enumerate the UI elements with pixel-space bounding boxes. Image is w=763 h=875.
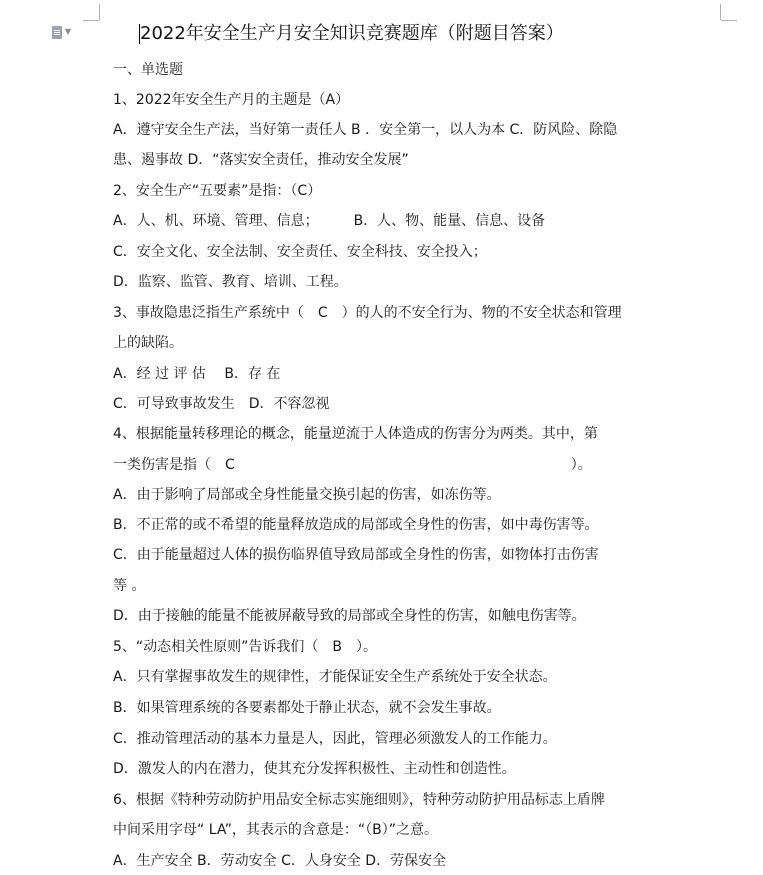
q5-option-a: A．只有掌握事故发生的规律性，才能保证安全生产系统处于安全状态。 <box>113 669 557 685</box>
chevron-down-icon: ▼ <box>65 27 72 36</box>
question-1: 1、2022年安全生产月的主题是（A） <box>113 92 350 108</box>
crop-mark-top-left-h <box>83 20 99 21</box>
q6-options: A．生产安全 B．劳动安全 C．人身安全 D．劳保安全 <box>113 853 447 869</box>
document-title-text: 2022年安全生产月安全知识竞赛题库（附题目答案） <box>140 23 564 44</box>
q4-option-c-cont: 等 。 <box>113 578 146 594</box>
question-2: 2、安全生产“五要素”是指：（C） <box>113 183 322 199</box>
question-6: 6、根据《特种劳动防护用品安全标志实施细则》，特种劳动防护用品标志上盾牌 <box>113 792 605 808</box>
q3-option-cd: C．可导致事故发生 D．不容忽视 <box>113 396 330 412</box>
q5-option-c: C．推动管理活动的基本力量是人，因此，管理必须激发人的工作能力。 <box>113 731 557 747</box>
question-4: 4、根据能量转移理论的概念，能量逆流于人体造成的伤害分为两类。其中，第 <box>113 426 598 442</box>
question-6-cont: 中间采用字母“ LA”，其表示的含意是：“（B）”之意。 <box>113 822 439 838</box>
q4-option-d: D．由于接触的能量不能被屏蔽导致的局部或全身性的伤害，如触电伤害等。 <box>113 608 586 624</box>
document-menu-button[interactable] <box>52 24 78 40</box>
document-title[interactable] <box>140 21 740 47</box>
q1-options: A．遵守安全生产法，当好第一责任人 B ．安全第一，以人为本 C．防风险、除隐 <box>113 122 618 138</box>
question-4-cont: 一类伤害是指（ C ）。 <box>113 457 592 473</box>
section-heading: 一、单选题 <box>113 62 183 78</box>
q3-option-ab: A．经 过 评 估 B．存 在 <box>113 366 281 382</box>
q2-option-ab: A．人、机、环境、管理、信息； B．人、物、能量、信息、设备 <box>113 213 546 229</box>
q5-option-d: D．激发人的内在潜力，使其充分发挥积极性、主动性和创造性。 <box>113 761 516 777</box>
q2-option-d: D．监察、监管、教育、培训、工程。 <box>113 274 348 290</box>
q4-option-a: A．由于影响了局部或全身性能量交换引起的伤害，如冻伤等。 <box>113 487 501 503</box>
q5-option-b: B．如果管理系统的各要素都处于静止状态，就不会发生事故。 <box>113 700 501 716</box>
crop-mark-top-left <box>99 4 100 20</box>
q1-options-cont: 患、遏事故 D．“落实安全责任，推动安全发展” <box>113 152 409 168</box>
text-cursor <box>139 24 140 44</box>
crop-mark-top-right <box>720 4 721 20</box>
question-5: 5、“动态相关性原则”告诉我们（ B ）。 <box>113 639 378 655</box>
document-icon <box>52 26 62 39</box>
q4-option-b: B．不正常的或不希望的能量释放造成的局部或全身性的伤害，如中毒伤害等。 <box>113 517 599 533</box>
question-3: 3、事故隐患泛指生产系统中（ C ）的人的不安全行为、物的不安全状态和管理 <box>113 305 622 321</box>
question-3-cont: 上的缺陷。 <box>113 335 183 351</box>
q4-option-c: C．由于能量超过人体的损伤临界值导致局部或全身性的伤害，如物体打击伤害 <box>113 547 599 563</box>
q2-option-c: C．安全文化、安全法制、安全责任、安全科技、安全投入； <box>113 244 487 260</box>
